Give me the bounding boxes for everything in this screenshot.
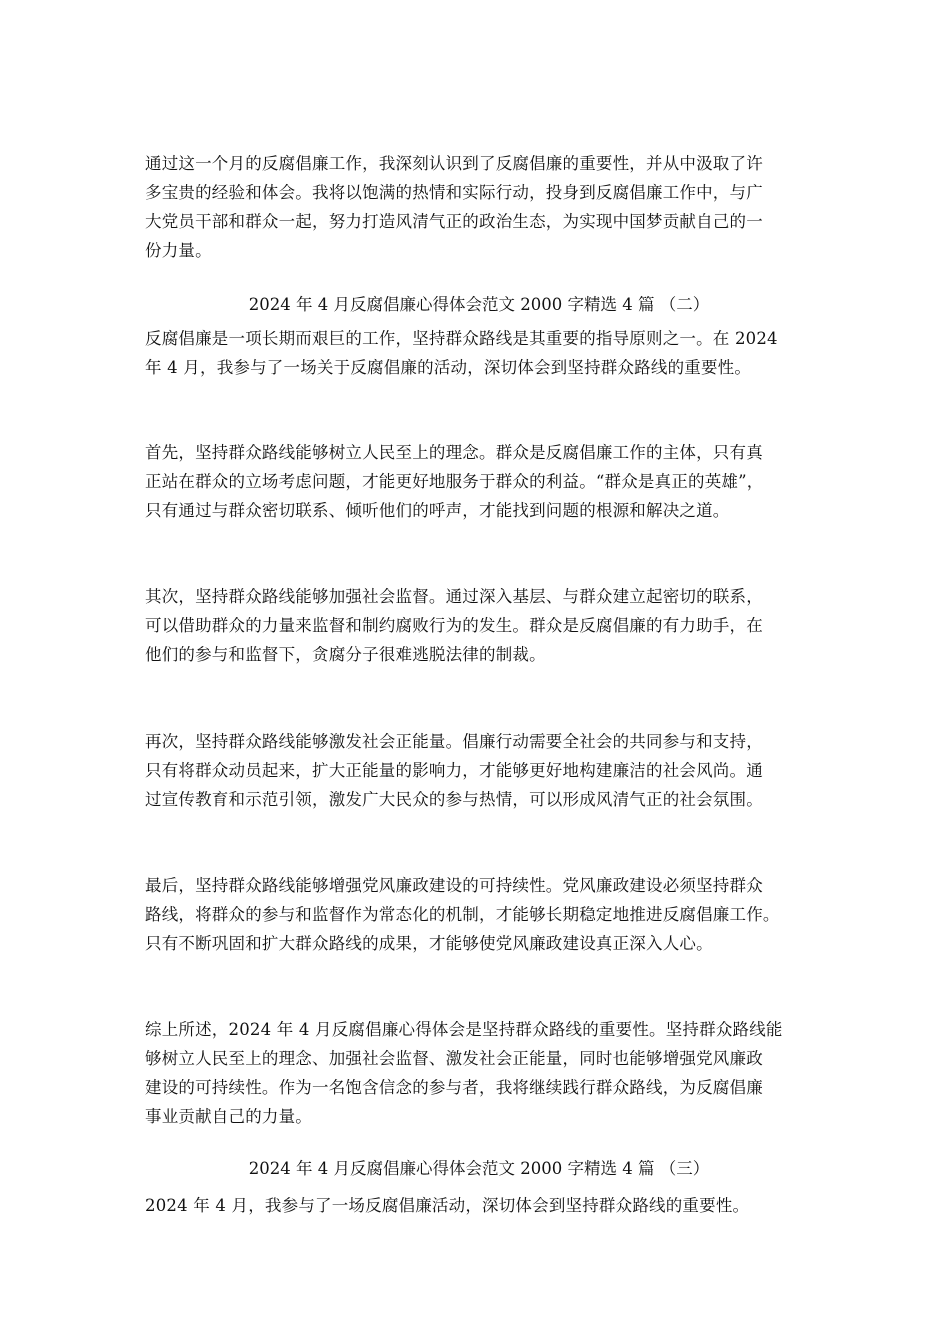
paragraph-intro-conclusion: [145, 149, 813, 265]
text-line: 首先，坚持群众路线能够树立人民至上的理念。群众是反腐倡廉工作的主体，只有真: [145, 443, 763, 462]
text-line: 建设的可持续性。作为一名饱含信念的参与者，我将继续践行群众路线，为反腐倡廉: [145, 1078, 763, 1097]
text-line: 2024 年 4 月，我参与了一场反腐倡廉活动，深切体会到坚持群众路线的重要性。: [145, 1196, 750, 1215]
text-line: 多宝贵的经验和体会。我将以饱满的热情和实际行动，投身到反腐倡廉工作中，与广: [145, 183, 763, 202]
text-line: 份力量。: [145, 241, 212, 260]
text-line: 事业贡献自己的力量。: [145, 1107, 312, 1126]
paragraph-summary: [145, 1015, 813, 1131]
text-line: 其次，坚持群众路线能够加强社会监督。通过深入基层、与群众建立起密切的联系，: [145, 587, 763, 606]
text-line: 只有不断巩固和扩大群众路线的成果，才能够使党风廉政建设真正深入人心。: [145, 934, 713, 953]
paragraph-third-point: [145, 727, 813, 814]
text-line: 只有通过与群众密切联系、倾听他们的呼声，才能找到问题的根源和解决之道。: [145, 501, 730, 520]
paragraph-first-point: [145, 438, 813, 525]
text-line: 大党员干部和群众一起，努力打造风清气正的政治生态，为实现中国梦贡献自己的一: [145, 212, 763, 231]
text-line: 过宣传教育和示范引领，激发广大民众的参与热情，可以形成风清气正的社会氛围。: [145, 790, 763, 809]
paragraph-section3-intro: [145, 1191, 813, 1220]
text-line: 年 4 月，我参与了一场关于反腐倡廉的活动，深切体会到坚持群众路线的重要性。: [145, 358, 752, 377]
text-line: 路线，将群众的参与和监督作为常态化的机制，才能够长期稳定地推进反腐倡廉工作。: [145, 905, 780, 924]
paragraph-section2-intro: [145, 324, 813, 382]
text-line: 再次，坚持群众路线能够激发社会正能量。倡廉行动需要全社会的共同参与和支持，: [145, 732, 763, 751]
section-heading-3: 2024 年 4 月反腐倡廉心得体会范文 2000 字精选 4 篇 （三）: [248, 1159, 710, 1178]
text-line: 可以借助群众的力量来监督和制约腐败行为的发生。群众是反腐倡廉的有力助手，在: [145, 616, 763, 635]
text-line: 正站在群众的立场考虑问题，才能更好地服务于群众的利益。“群众是真正的英雄”，: [145, 472, 764, 491]
text-line: 通过这一个月的反腐倡廉工作，我深刻认识到了反腐倡廉的重要性，并从中汲取了许: [145, 154, 763, 173]
text-line: 只有将群众动员起来，扩大正能量的影响力，才能够更好地构建廉洁的社会风尚。通: [145, 761, 763, 780]
text-line: 最后，坚持群众路线能够增强党风廉政建设的可持续性。党风廉政建设必须坚持群众: [145, 876, 763, 895]
text-line: 他们的参与和监督下，贪腐分子很难逃脱法律的制裁。: [145, 645, 546, 664]
text-line: 综上所述，2024 年 4 月反腐倡廉心得体会是坚持群众路线的重要性。坚持群众路线能: [145, 1020, 783, 1039]
text-line: 够树立人民至上的理念、加强社会监督、激发社会正能量，同时也能够增强党风廉政: [145, 1049, 763, 1068]
text-line: 反腐倡廉是一项长期而艰巨的工作，坚持群众路线是其重要的指导原则之一。在 2024: [145, 329, 778, 348]
section-heading-2: 2024 年 4 月反腐倡廉心得体会范文 2000 字精选 4 篇 （二）: [248, 295, 710, 314]
paragraph-second-point: [145, 582, 813, 669]
paragraph-fourth-point: [145, 871, 813, 958]
